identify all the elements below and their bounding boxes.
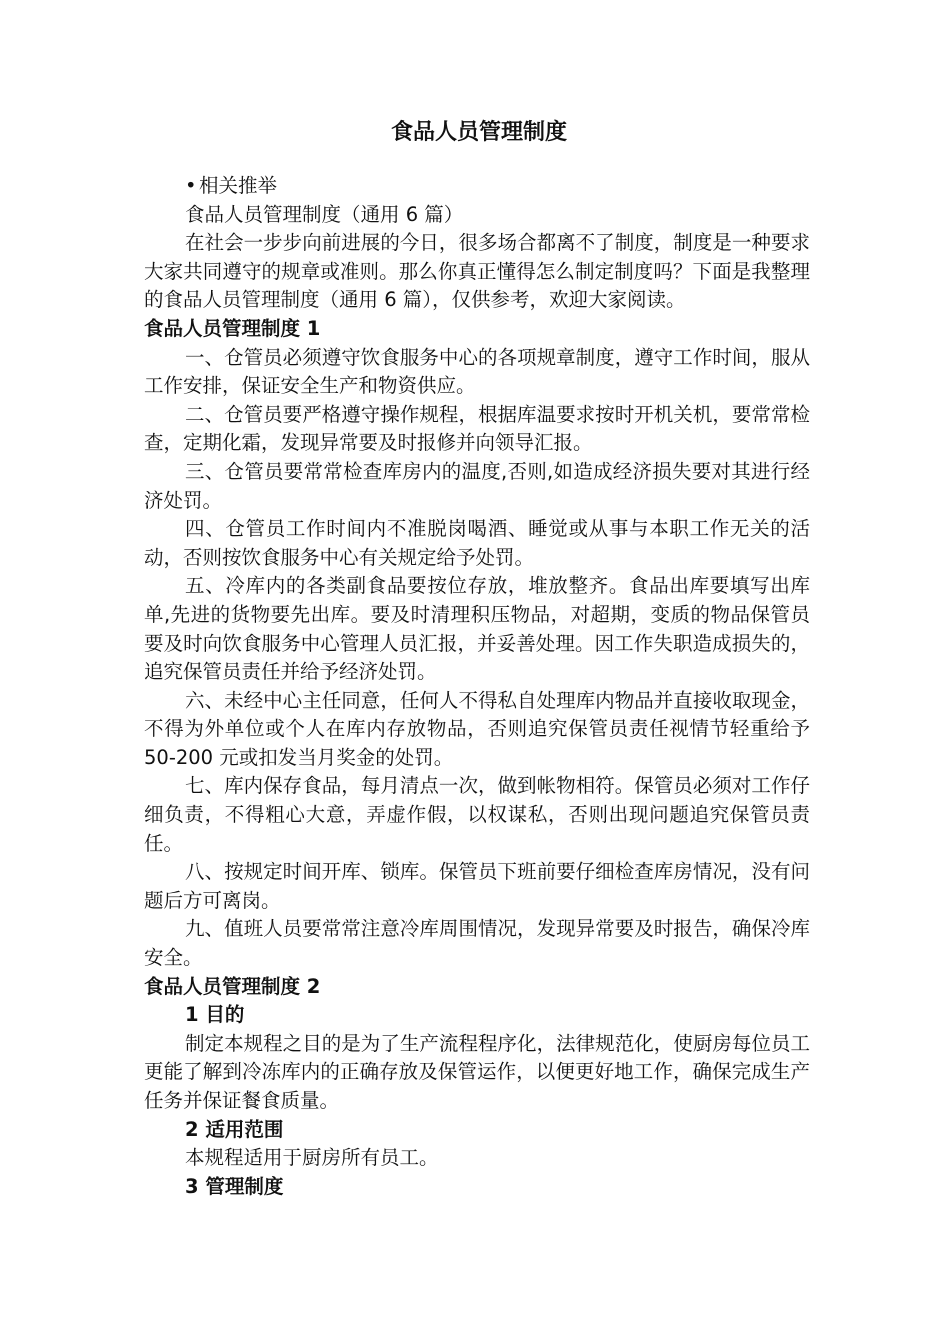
bullet-icon: •	[185, 174, 197, 197]
section1-item-6: 六、未经中心主任同意，任何人不得私自处理库内物品并直接收取现金，不得为外单位或个人在库内存放物品，否则追究保管员责任视情节轻重给予 50-200 元或扣发当月奖金的处罚。	[144, 688, 810, 769]
purpose-paragraph: 制定本规程之目的是为了生产流程程序化，法律规范化，使厨房每位员工更能了解到冷冻库内的正确存放及保管运作，以便更好地工作，确保完成生产任务并保证餐食质量。	[144, 1031, 810, 1112]
scope-heading: 2 适用范围	[185, 1117, 284, 1141]
section2-heading: 食品人员管理制度 2	[144, 974, 321, 998]
section1-item-4: 四、仓管员工作时间内不准脱岗喝酒、睡觉或从事与本职工作无关的活动，否则按饮食服务中心有关规定给予处罚。	[144, 517, 810, 569]
document-title: 食品人员管理制度	[390, 120, 567, 145]
section1-item-1: 一、仓管员必须遵守饮食服务中心的各项规章制度，遵守工作时间，服从工作安排，保证安全生产和物资供应。	[144, 345, 810, 398]
section1-heading: 食品人员管理制度 1	[144, 316, 321, 340]
management-heading: 3 管理制度	[185, 1174, 284, 1198]
section1-item-2: 二、仓管员要严格遵守操作规程，根据库温要求按时开机关机，要常常检查，定期化霜，发现异常要及时报修并向领导汇报。	[144, 402, 810, 455]
scope-paragraph: 本规程适用于厨房所有员工。	[185, 1146, 439, 1170]
section1-item-9: 九、值班人员要常常注意冷库周围情况，发现异常要及时报告，确保冷库安全。	[144, 917, 810, 970]
section1-item-7: 七、库内保存食品，每月清点一次，做到帐物相符。保管员必须对工作仔细负责，不得粗心大意，弄虚作假，以权谋私，否则出现问题追究保管员责任。	[144, 774, 810, 855]
intro-paragraph: 在社会一步步向前进展的今日，很多场合都离不了制度，制度是一种要求大家共同遵守的规章或准则。那么你真正懂得怎么制定制度吗？下面是我整理的食品人员管理制度（通用 6 篇），仅供参考，欢迎大家阅读。	[144, 231, 810, 312]
section1-item-3: 三、仓管员要常常检查库房内的温度,否则,如造成经济损失要对其进行经济处罚。	[144, 459, 810, 512]
document-subtitle: 食品人员管理制度（通用 6 篇）	[185, 202, 464, 226]
related-label: 相关推举	[199, 174, 278, 197]
document-body	[144, 116, 810, 1201]
purpose-heading: 1 目的	[185, 1003, 245, 1027]
section1-item-8: 八、按规定时间开库、锁库。保管员下班前要仔细检查库房情况，没有问题后方可离岗。	[144, 860, 810, 912]
related-bullet	[144, 172, 810, 201]
section1-item-5: 五、冷库内的各类副食品要按位存放，堆放整齐。食品出库要填写出库单,先进的货物要先出库。要及时清理积压物品，对超期，变质的物品保管员要及时向饮食服务中心管理人员汇报，并妥善处理。因工作失职造成损失的，追究保管员责任并给予经济处罚。	[144, 574, 810, 684]
